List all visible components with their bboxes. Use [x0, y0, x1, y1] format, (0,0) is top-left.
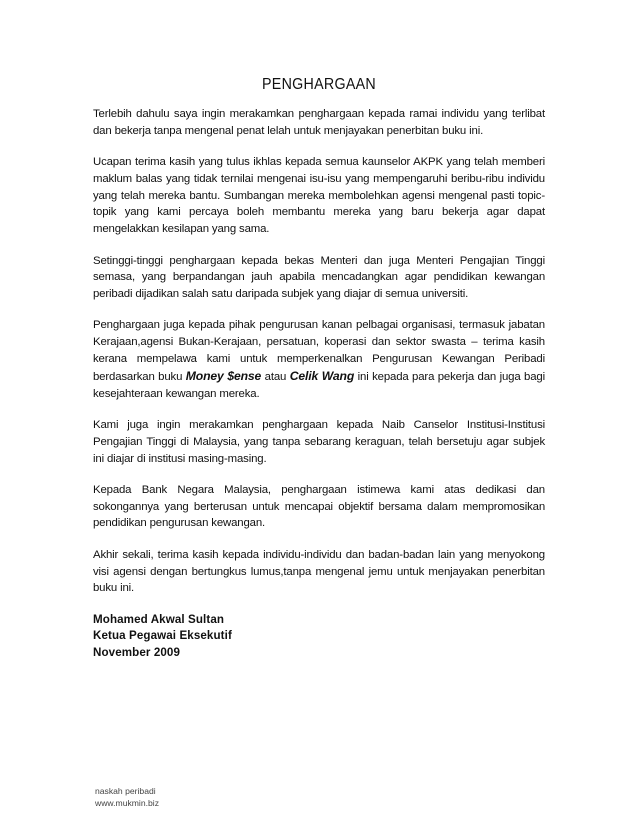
paragraph-organisations [93, 317, 545, 402]
paragraph-vice-chancellors: Kami juga ingin merakamkan penghargaan kepada Naib Canselor Institusi-Institusi Pengajian Tinggi di Malaysia, yang tanpa sebarang keraguan, telah bersetuju agar subjek ini diajar di institusi masing-masing. [93, 418, 545, 465]
book-title-money-sense: Money $ense [185, 368, 262, 383]
paragraph-bank-negara: Kepada Bank Negara Malaysia, penghargaan istimewa kami atas dedikasi dan sokongannya yang berterusan untuk mencapai objektif bersama dalam mempromosikan pendidikan pengurusan kewangan. [93, 483, 545, 530]
signature-date: November 2009 [93, 645, 181, 659]
paragraph-organisations-text-a: Penghargaan juga kepada pihak pengurusan kanan pelbagai organisasi, termasuk jabatan Kerajaan,agensi Bukan-Kerajaan, persatuan, koperasi dan sektor swasta – terima kasih kerana mempelawa kami untuk memperkenalkan Pengurusan Kewangan Peribadi berdasarkan buku [93, 319, 545, 383]
paragraph-organisations-text-b: atau [261, 370, 290, 383]
paragraph-organisations-text-c: ini kepada para pekerja dan juga bagi kesejahteraan kewangan mereka. [93, 370, 545, 400]
footer-line-1: naskah peribadi [95, 786, 156, 796]
paragraph-counsellors: Ucapan terima kasih yang tulus ikhlas kepada semua kaunselor AKPK yang telah memberi maklum balas yang tidak ternilai mengenai isu-isu yang mempengaruhi beribu-ribu individu yang telah mereka bantu. Sumbangan mereka membolehkan agensi mengenal pasti topic-topik yang kami percaya boleh membantu mereka yang baru bekerja agar dapat mengelakkan kesilapan yang sama. [93, 156, 545, 236]
footer-website: www.mukmin.biz [95, 798, 159, 808]
paragraph-ministers: Setinggi-tinggi penghargaan kepada bekas Menteri dan juga Menteri Pengajian Tinggi semasa, yang berpandangan jauh apabila mencadangkan agar pendidikan kewangan peribadi dijadikan salah satu daripada subjek yang diajar di semua universiti. [93, 254, 545, 301]
book-title-celik-wang: Celik Wang [289, 368, 355, 383]
document-page [93, 76, 545, 661]
paragraph-intro: Terlebih dahulu saya ingin merakamkan penghargaan kepada ramai individu yang terlibat dan bekerja tanpa mengenal penat lelah untuk menjayakan penerbitan buku ini. [93, 108, 545, 137]
signatory-name: Mohamed Akwal Sultan [93, 612, 225, 626]
signature-block [93, 612, 545, 662]
footer-note [95, 785, 159, 809]
page-title: PENGHARGAAN [262, 76, 376, 93]
paragraph-closing: Akhir sekali, terima kasih kepada individu-individu dan badan-badan lain yang menyokong visi agensi dengan bertungkus lumus,tanpa mengenal jemu untuk menjayakan penerbitan buku ini. [93, 548, 545, 595]
signatory-position: Ketua Pegawai Eksekutif [93, 629, 232, 643]
